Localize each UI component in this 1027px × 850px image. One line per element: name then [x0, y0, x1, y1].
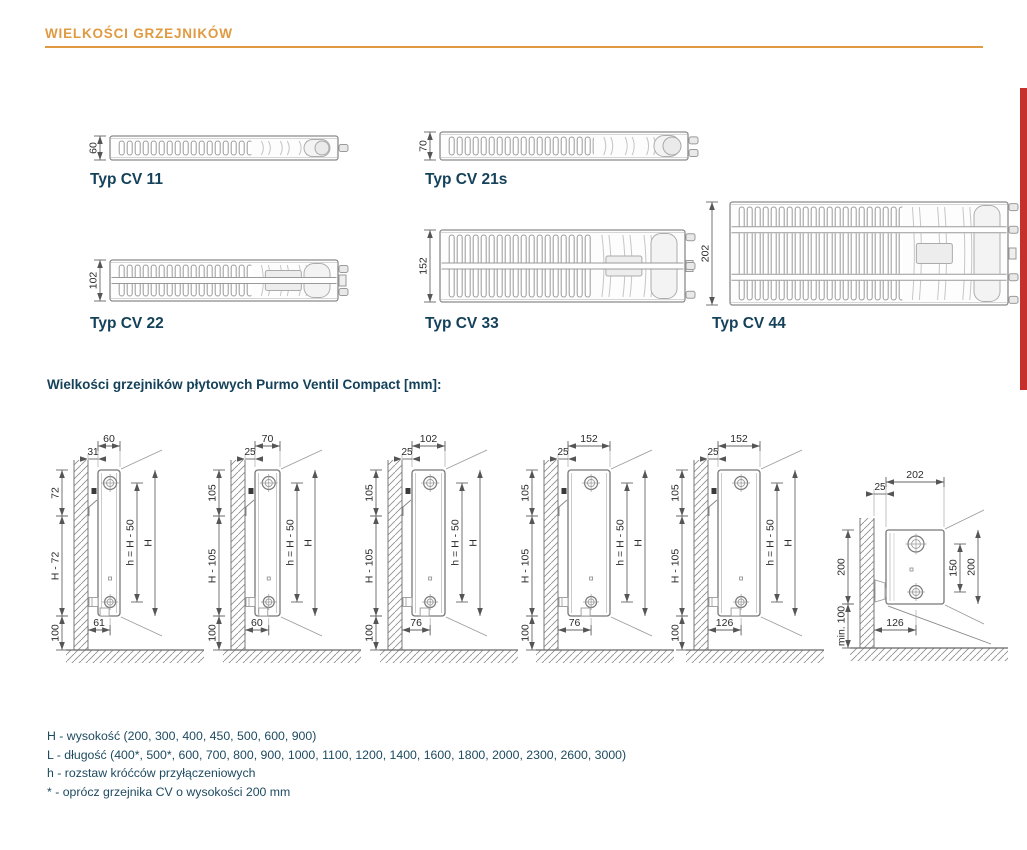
svg-text:202: 202: [699, 244, 712, 263]
type-label-cv11: Typ CV 11: [90, 171, 163, 188]
side-view-drawing-3: [360, 430, 522, 682]
svg-text:H: H: [632, 539, 645, 547]
svg-text:100: 100: [49, 624, 62, 642]
svg-text:H: H: [302, 539, 315, 547]
svg-text:100: 100: [363, 624, 376, 642]
legend: [47, 727, 626, 801]
svg-text:H - 105: H - 105: [669, 548, 682, 584]
svg-text:150: 150: [947, 559, 960, 577]
svg-text:H - 105: H - 105: [519, 548, 532, 584]
legend-nozzle-line: h - rozstaw króćców przyłączeniowych: [47, 766, 256, 781]
svg-text:126: 126: [886, 617, 904, 629]
svg-text:76: 76: [410, 617, 422, 629]
svg-text:h = H - 50: h = H - 50: [764, 519, 777, 566]
installation-detail-drawing: [836, 452, 1023, 682]
svg-text:102: 102: [419, 433, 438, 445]
svg-text:70: 70: [261, 433, 274, 445]
svg-text:202: 202: [906, 469, 924, 481]
svg-text:200: 200: [965, 558, 978, 576]
legend-length-line: L - długość (400*, 500*, 600, 700, 800, 900, 1000, 1100, 1200, 1400, 1600, 1800, 2000, 2300, 2600, 3000): [47, 747, 627, 762]
svg-text:152: 152: [730, 433, 748, 445]
type-label-cv44: Typ CV 44: [712, 315, 786, 332]
type-label-cv21s: Typ CV 21s: [425, 171, 508, 188]
header-rule: [45, 46, 983, 48]
svg-text:100: 100: [206, 624, 219, 642]
svg-text:105: 105: [669, 484, 682, 502]
top-view-cv21s-drawing: [418, 124, 708, 178]
section-subtitle: Wielkości grzejników płytowych Purmo Ventil Compact [mm]:: [47, 377, 442, 392]
svg-text:31: 31: [87, 447, 99, 458]
svg-text:h = H - 50: h = H - 50: [449, 519, 462, 566]
side-view-drawing-1: [46, 430, 208, 682]
top-view-cv33-drawing: [418, 222, 704, 316]
svg-text:61: 61: [93, 617, 105, 629]
svg-text:100: 100: [519, 624, 532, 642]
svg-text:min. 100: min. 100: [835, 605, 848, 647]
svg-text:105: 105: [363, 484, 376, 502]
svg-text:25: 25: [244, 447, 256, 458]
side-view-drawing-5: [666, 430, 828, 682]
svg-text:152: 152: [580, 433, 598, 445]
svg-text:105: 105: [206, 484, 219, 502]
svg-text:152: 152: [417, 257, 430, 275]
side-view-drawing-4: [516, 430, 678, 682]
svg-text:126: 126: [715, 617, 734, 629]
top-view-cv22-drawing: [88, 252, 354, 316]
svg-text:H: H: [142, 539, 155, 547]
svg-text:H: H: [467, 539, 480, 547]
svg-text:H: H: [782, 539, 795, 547]
type-label-cv22: Typ CV 22: [90, 315, 164, 332]
legend-height-line: H - wysokość (200, 300, 400, 450, 500, 600, 900): [47, 729, 317, 743]
svg-text:76: 76: [568, 617, 581, 629]
svg-text:72: 72: [49, 487, 62, 499]
svg-text:70: 70: [417, 140, 430, 152]
svg-text:h = H - 50: h = H - 50: [124, 519, 137, 566]
svg-text:60: 60: [251, 617, 263, 629]
svg-text:105: 105: [519, 484, 532, 502]
type-label-cv33: Typ CV 33: [425, 315, 499, 332]
svg-text:25: 25: [557, 447, 569, 458]
svg-text:25: 25: [874, 482, 886, 493]
page-title: WIELKOŚCI GRZEJNIKÓW: [45, 26, 233, 41]
svg-text:h = H - 50: h = H - 50: [284, 519, 297, 566]
svg-text:H - 105: H - 105: [363, 548, 376, 584]
svg-text:60: 60: [87, 142, 100, 154]
svg-text:H - 105: H - 105: [206, 548, 219, 584]
svg-text:25: 25: [707, 447, 719, 458]
svg-text:h = H - 50: h = H - 50: [614, 519, 627, 566]
svg-text:60: 60: [103, 433, 115, 445]
svg-text:100: 100: [669, 624, 682, 642]
page-edge-marker: [1020, 88, 1027, 390]
legend-asterisk-line: * - oprócz grzejnika CV o wysokości 200 mm: [47, 784, 291, 799]
top-view-cv44-drawing: [698, 194, 1024, 318]
side-view-drawing-2: [203, 430, 365, 682]
svg-text:200: 200: [835, 558, 848, 576]
svg-text:102: 102: [87, 271, 100, 290]
svg-text:25: 25: [401, 447, 413, 458]
svg-text:H - 72: H - 72: [49, 551, 62, 581]
